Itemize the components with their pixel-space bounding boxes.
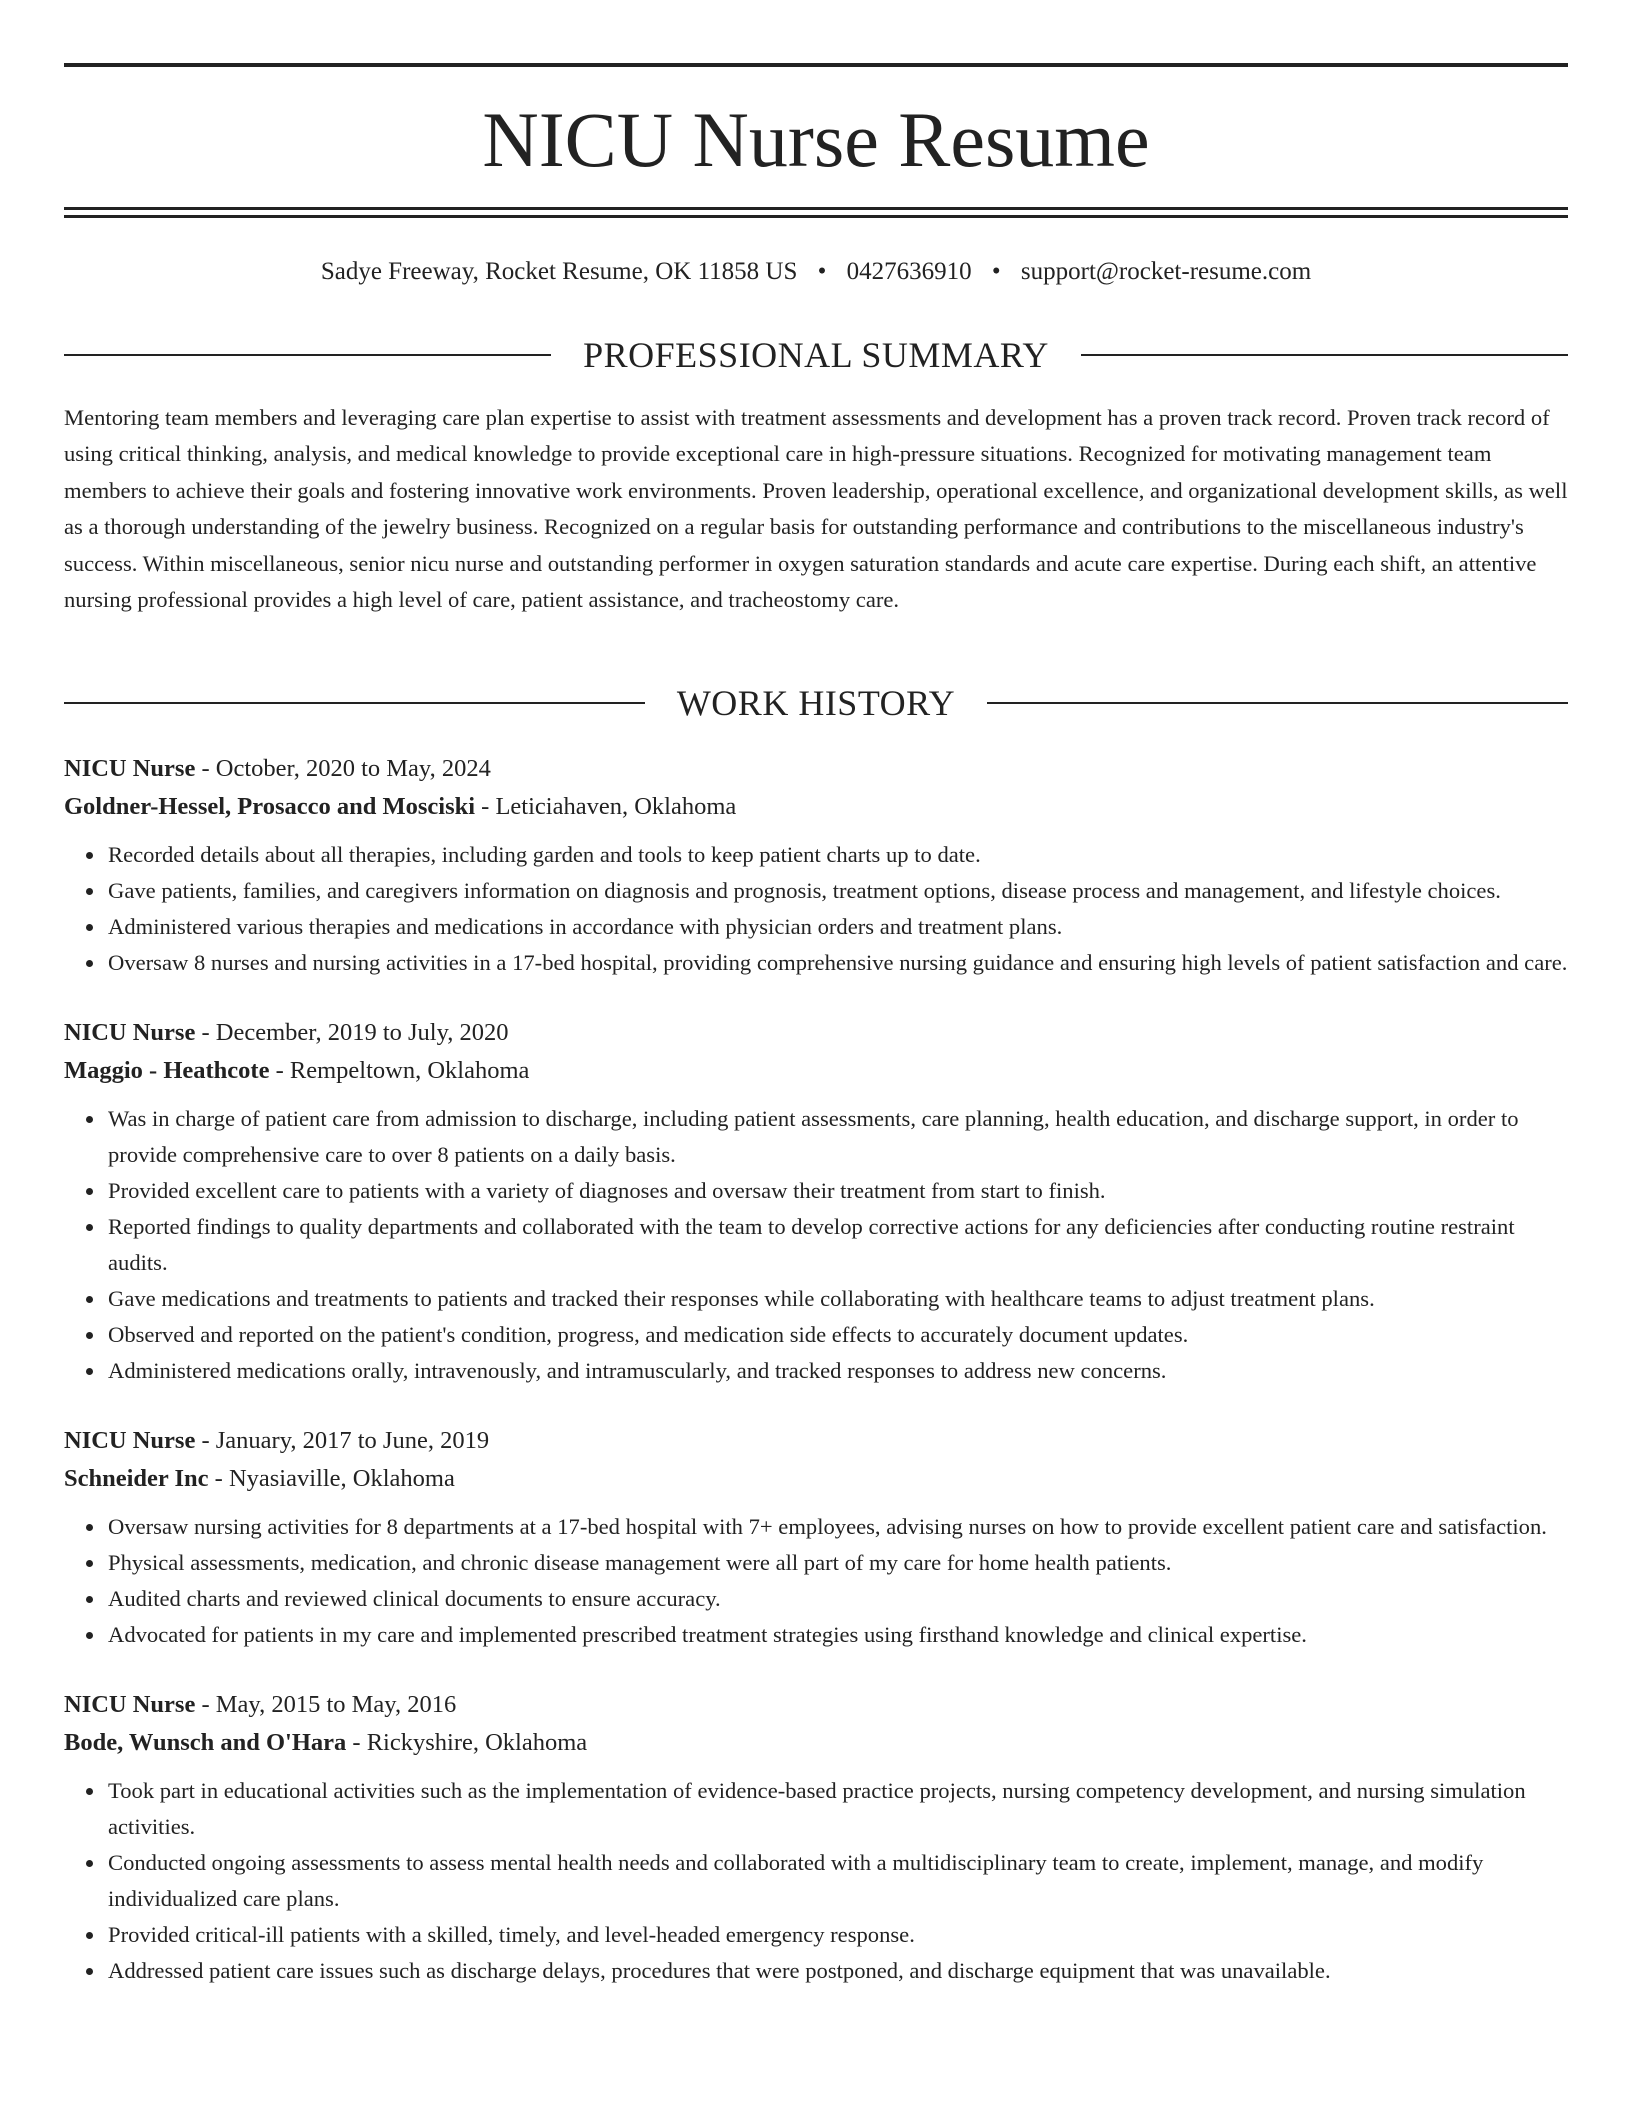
job-dates: December, 2019 to July, 2020: [215, 1019, 509, 1046]
job-location: Leticiahaven, Oklahoma: [495, 793, 737, 820]
job-bullet: Took part in educational activities such as the implementation of evidence-based practice projects, nursing competency development, and nursing simulation activities.: [108, 1773, 1568, 1845]
contact-separator: •: [991, 258, 1001, 285]
job-title: NICU Nurse: [64, 755, 196, 782]
job-bullet: Provided excellent care to patients with a variety of diagnoses and oversaw their treatment from start to finish.: [108, 1173, 1568, 1209]
job-bullet: Oversaw nursing activities for 8 departments at a 17-bed hospital with 7+ employees, advising nurses on how to provide excellent patient care and satisfaction.: [108, 1509, 1568, 1545]
job-location: Nyasiaville, Oklahoma: [228, 1465, 455, 1492]
work-history-list: [64, 750, 1568, 2022]
summary-heading-label: PROFESSIONAL SUMMARY: [583, 335, 1049, 375]
dash: -: [195, 1691, 216, 1718]
dash: -: [269, 1057, 290, 1084]
job-bullet: Advocated for patients in my care and implemented prescribed treatment strategies using firsthand knowledge and clinical expertise.: [108, 1617, 1568, 1653]
job-title: NICU Nurse: [64, 1019, 196, 1046]
work-history-heading-label: WORK HISTORY: [676, 683, 956, 723]
dash: -: [195, 1427, 216, 1454]
heading-rule-left: [64, 702, 645, 704]
contact-address: Sadye Freeway, Rocket Resume, OK 11858 US: [320, 258, 798, 285]
job-bullet: Was in charge of patient care from admission to discharge, including patient assessments, care planning, health education, and discharge support, in order to provide comprehensive care to over 8 patients on a daily basis.: [108, 1101, 1568, 1173]
job-location: Rempeltown, Oklahoma: [289, 1057, 530, 1084]
job-bullet: Administered medications orally, intravenously, and intramuscularly, and tracked responses to address new concerns.: [108, 1353, 1568, 1389]
job-title: NICU Nurse: [64, 1691, 196, 1718]
job-bullets: [64, 837, 1568, 981]
heading-rule-right: [1081, 354, 1568, 356]
top-rule: [64, 63, 1568, 67]
dash: -: [195, 1019, 216, 1046]
work-history-heading: [64, 679, 1568, 727]
job-bullets: [64, 1773, 1568, 1989]
job-entry: [64, 1422, 1568, 1653]
dash: -: [346, 1729, 367, 1756]
contact-email: support@rocket-resume.com: [1020, 258, 1312, 285]
job-company: Bode, Wunsch and O'Hara: [64, 1729, 347, 1756]
job-title-line: [64, 1422, 1568, 1460]
dash: -: [195, 755, 216, 782]
job-company: Schneider Inc: [64, 1465, 209, 1492]
job-location: Rickyshire, Oklahoma: [366, 1729, 588, 1756]
job-title-line: [64, 1014, 1568, 1052]
job-entry: [64, 1014, 1568, 1389]
job-entry: [64, 1686, 1568, 1989]
job-company-line: [64, 1460, 1568, 1498]
job-bullet: Reported findings to quality departments and collaborated with the team to develop corrective actions for any deficiencies after conducting routine restraint audits.: [108, 1209, 1568, 1281]
contact-phone: 0427636910: [846, 258, 972, 285]
job-title-line: [64, 1686, 1568, 1724]
job-dates: October, 2020 to May, 2024: [215, 755, 491, 782]
job-dates: May, 2015 to May, 2016: [215, 1691, 457, 1718]
dash: -: [475, 793, 496, 820]
job-title-line: [64, 750, 1568, 788]
job-bullet: Physical assessments, medication, and chronic disease management were all part of my care for home health patients.: [108, 1545, 1568, 1581]
job-company-line: [64, 1724, 1568, 1762]
job-bullet: Recorded details about all therapies, including garden and tools to keep patient charts up to date.: [108, 837, 1568, 873]
job-bullet: Addressed patient care issues such as discharge delays, procedures that were postponed, and discharge equipment that was unavailable.: [108, 1953, 1568, 1989]
job-bullet: Observed and reported on the patient's condition, progress, and medication side effects to accurately document updates.: [108, 1317, 1568, 1353]
job-bullet: Gave patients, families, and caregivers information on diagnosis and prognosis, treatment options, disease process and management, and lifestyle choices.: [108, 873, 1568, 909]
job-bullet: Gave medications and treatments to patients and tracked their responses while collaborating with healthcare teams to adjust treatment plans.: [108, 1281, 1568, 1317]
job-title: NICU Nurse: [64, 1427, 196, 1454]
job-company: Maggio - Heathcote: [64, 1057, 270, 1084]
job-company-line: [64, 1052, 1568, 1090]
job-bullet: Administered various therapies and medications in accordance with physician orders and treatment plans.: [108, 909, 1568, 945]
contact-line: [64, 252, 1568, 292]
job-company-line: [64, 788, 1568, 826]
summary-heading: [64, 331, 1568, 379]
job-bullet: Audited charts and reviewed clinical documents to ensure accuracy.: [108, 1581, 1568, 1617]
summary-text: Mentoring team members and leveraging care plan expertise to assist with treatment assessments and development has a proven track record. Proven track record of using critical thinking, analysis, and medical knowledge to provide exceptional care in high-pressure situations. Recognized for motivating management team members to achieve their goals and fostering innovative work environments. Proven leadership, operational excellence, and organizational development skills, as well as a thorough understanding of the jewelry business. Recognized on a regular basis for outstanding performance and contributions to the miscellaneous industry's success. Within miscellaneous, senior nicu nurse and outstanding performer in oxygen saturation standards and acute care expertise. During each shift, an attentive nursing professional provides a high level of care, patient assistance, and tracheostomy care.: [64, 405, 1568, 613]
heading-rule-right: [987, 702, 1568, 704]
job-entry: [64, 750, 1568, 981]
job-company: Goldner-Hessel, Prosacco and Mosciski: [64, 793, 476, 820]
job-bullets: [64, 1101, 1568, 1389]
contact-separator: •: [817, 258, 827, 285]
job-dates: January, 2017 to June, 2019: [215, 1427, 490, 1454]
title-rule-lower: [64, 215, 1568, 218]
job-bullet: Oversaw 8 nurses and nursing activities in a 17-bed hospital, providing comprehensive nursing guidance and ensuring high levels of patient satisfaction and care.: [108, 945, 1568, 981]
heading-rule-left: [64, 354, 551, 356]
dash: -: [208, 1465, 229, 1492]
job-bullet: Conducted ongoing assessments to assess mental health needs and collaborated with a multidisciplinary team to create, implement, manage, and modify individualized care plans.: [108, 1845, 1568, 1917]
job-bullet: Provided critical-ill patients with a skilled, timely, and level-headed emergency response.: [108, 1917, 1568, 1953]
page-title: NICU Nurse Resume: [482, 96, 1150, 183]
title-rule-upper: [64, 207, 1568, 210]
job-bullets: [64, 1509, 1568, 1653]
